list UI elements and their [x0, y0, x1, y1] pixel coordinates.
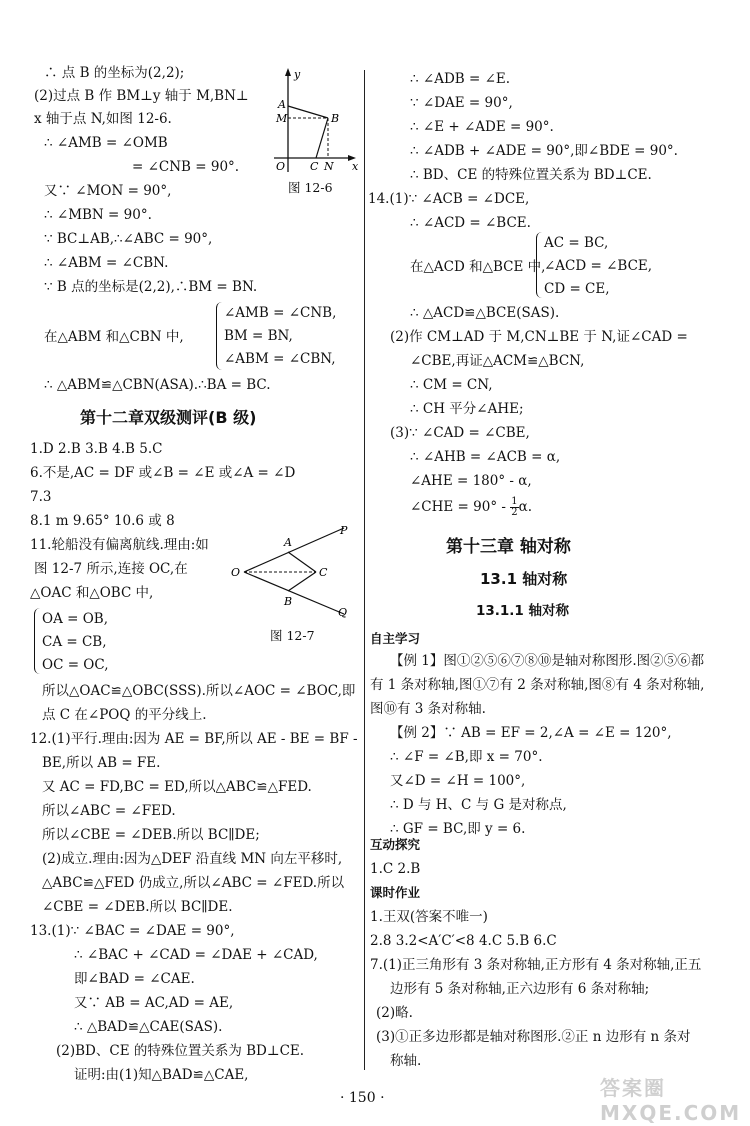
figure-caption: 图 12-6 — [288, 180, 333, 195]
brace — [536, 232, 543, 298]
text-line: ∴ D 与 H、C 与 G 是对称点, — [390, 797, 567, 813]
fraction-denominator: 2 — [511, 507, 518, 518]
system-line: ∠AMB = ∠CNB, — [224, 305, 337, 321]
subsection-title: 13.1.1 轴对称 — [476, 603, 570, 619]
text-line: ∵ B 点的坐标是(2,2),∴BM = BN. — [44, 279, 258, 295]
text-line: (3)①正多边形都是轴对称图形.②正 n 边形有 n 条对 — [376, 1029, 691, 1045]
answer-line: BE,所以 AB = FE. — [42, 755, 161, 771]
text-line: ∠CBE,再证△ACM≌△BCN, — [410, 353, 585, 369]
section-label: 自主学习 — [370, 631, 421, 646]
text-line: 在△ABM 和△CBN 中, — [44, 329, 184, 345]
text-line: ∴ ∠E + ∠ADE = 90°. — [410, 119, 554, 135]
text-line: 称轴. — [390, 1053, 422, 1069]
answer-line: 证明:由(1)知△BAD≌△CAE, — [74, 1067, 249, 1083]
text-line: 1.C 2.B — [370, 861, 421, 877]
text-line: ∴ BD、CE 的特殊位置关系为 BD⊥CE. — [410, 167, 652, 183]
text-line: 2.8 3.2<A′C′<8 4.C 5.B 6.C — [370, 933, 557, 949]
text-line: ∴ ∠ACD = ∠BCE. — [410, 215, 531, 231]
system-line: CD = CE, — [544, 281, 610, 297]
point-label-B: B — [331, 112, 340, 125]
text-line: 7.(1)正三角形有 3 条对称轴,正方形有 4 条对称轴,正五 — [370, 957, 702, 973]
answer-line: 8.1 m 9.65° 10.6 或 8 — [30, 513, 175, 529]
point-label-N: N — [324, 160, 334, 173]
answer-line: 点 C 在∠POQ 的平分线上. — [42, 707, 207, 723]
section-label: 互动探究 — [370, 837, 421, 852]
answer-line: (2)BD、CE 的特殊位置关系为 BD⊥CE. — [56, 1043, 305, 1059]
equation-text: α. — [518, 499, 533, 515]
chapter-title: 第十二章双级测评(B 级) — [80, 408, 257, 427]
text-line: ∴ ∠ADB = ∠E. — [410, 71, 511, 87]
text-line: (2)略. — [376, 1005, 413, 1021]
point-label-Q: Q — [338, 606, 348, 618]
text-line: ∴ ∠ABM = ∠CBN. — [44, 255, 169, 271]
text-line — [410, 496, 532, 518]
system-line: OC = OC, — [42, 657, 109, 673]
answer-line: 13.(1)∵ ∠BAC = ∠DAE = 90°, — [30, 923, 235, 939]
text-line: ∴ CH 平分∠AHE; — [410, 401, 524, 417]
section-label: 课时作业 — [370, 885, 421, 900]
system-line: CA = CB, — [42, 634, 107, 650]
watermark — [600, 1072, 740, 1125]
text-line: 边形有 5 条对称轴,正六边形有 6 条对称轴; — [390, 981, 650, 997]
text-line: 【例 2】∵ AB = EF = 2,∠A = ∠E = 120°, — [390, 725, 672, 741]
answer-line: △OAC 和△OBC 中, — [30, 585, 154, 601]
text-line: 又∵ ∠MON = 90°, — [44, 183, 172, 199]
text-line: ∴ ∠MBN = 90°. — [44, 207, 152, 223]
point-label-P: P — [340, 524, 348, 537]
watermark-text: 答案圈 MXQE.COM — [600, 1076, 742, 1125]
answer-line: ∴ △BAD≌△CAE(SAS). — [74, 1019, 223, 1035]
point-label-O: O — [276, 160, 286, 173]
brace — [34, 608, 41, 674]
text-line: 1.王双(答案不唯一) — [370, 909, 488, 925]
text-line: ∵ ∠DAE = 90°, — [410, 95, 513, 111]
equation-text: ∠CHE = 90° - — [410, 499, 511, 515]
text-line: (2)作 CM⊥AD 于 M,CN⊥BE 于 N,证∠CAD = — [390, 329, 688, 345]
answer-line: 11.轮船没有偏离航线.理由:如 — [30, 537, 209, 553]
text-line: = ∠CNB = 90°. — [132, 159, 240, 175]
fraction — [510, 497, 518, 518]
system-line: AC = BC, — [544, 235, 609, 251]
page-number: · 150 · — [340, 1090, 385, 1106]
system-line: OA = OB, — [42, 611, 108, 627]
text-line: 有 1 条对称轴,图①⑦有 2 条对称轴,图⑧有 4 条对称轴, — [370, 677, 705, 693]
text-line: ∴ ∠AHB = ∠ACB = α, — [410, 449, 561, 465]
answer-line: 即∠BAD = ∠CAE. — [74, 971, 195, 987]
text-line: (2)过点 B 作 BM⊥y 轴于 M,BN⊥ — [34, 88, 249, 104]
system-line: ∠ABM = ∠CBN, — [224, 351, 336, 367]
text-line: 14.(1)∵ ∠ACB = ∠DCE, — [368, 191, 530, 207]
answer-line: 又 AC = FD,BC = ED,所以△ABC≌△FED. — [42, 779, 312, 795]
chapter-title: 第十三章 轴对称 — [446, 537, 571, 557]
figure-12-6 — [264, 66, 360, 178]
text-line: 图⑩有 3 条对称轴. — [370, 701, 486, 717]
text-line: 在△ACD 和△BCE 中, — [410, 259, 546, 275]
axis-label-x: x — [352, 160, 359, 173]
text-line: 【例 1】图①②⑤⑥⑦⑧⑩是轴对称图形.图②⑤⑥都 — [390, 653, 705, 669]
answer-line: 7.3 — [30, 489, 52, 505]
text-line: ∴ ∠AMB = ∠OMB — [44, 135, 168, 151]
answer-line: 所以∠CBE = ∠DEB.所以 BC∥DE; — [42, 827, 260, 843]
point-label-C: C — [310, 160, 319, 173]
answer-line: 6.不是,AC = DF 或∠B = ∠E 或∠A = ∠D — [30, 465, 296, 481]
text-line: 又∠D = ∠H = 100°, — [390, 773, 526, 789]
answer-line: 又∵ AB = AC,AD = AE, — [74, 995, 234, 1011]
point-label-A: A — [284, 536, 292, 549]
answer-line: 所以△OAC≌△OBC(SSS).所以∠AOC = ∠BOC,即 — [42, 683, 356, 699]
column-divider — [364, 70, 365, 1070]
section-title: 13.1 轴对称 — [480, 570, 568, 588]
answer-line: 图 12-7 所示,连接 OC,在 — [34, 561, 188, 577]
point-label-A: A — [278, 98, 286, 111]
answer-line: ∠CBE = ∠DEB.所以 BC∥DE. — [42, 899, 233, 915]
answer-line: 1.D 2.B 3.B 4.B 5.C — [30, 441, 163, 457]
text-line: ∴ △ACD≌△BCE(SAS). — [410, 305, 560, 321]
answer-line: (2)成立.理由:因为△DEF 沿直线 MN 向左平移时, — [42, 851, 343, 867]
text-line: (3)∵ ∠CAD = ∠CBE, — [390, 425, 530, 441]
text-line: ∴ GF = BC,即 y = 6. — [390, 821, 526, 837]
point-label-M: M — [276, 112, 288, 125]
text-line: ∴ △ABM≌△CBN(ASA).∴BA = BC. — [44, 377, 271, 393]
system-line: ∠ACD = ∠BCE, — [544, 258, 653, 274]
text-line: ∴ ∠ADB + ∠ADE = 90°,即∠BDE = 90°. — [410, 143, 678, 159]
text-line: x 轴于点 N,如图 12-6. — [34, 111, 172, 127]
point-label-B: B — [284, 595, 293, 608]
figure-12-7 — [228, 522, 354, 618]
text-line: ∠AHE = 180° - α, — [410, 473, 532, 489]
figure-caption: 图 12-7 — [270, 628, 315, 643]
answer-line: 所以∠ABC = ∠FED. — [42, 803, 176, 819]
text-line: ∴ ∠F = ∠B,即 x = 70°. — [390, 749, 543, 765]
text-line: ∴ 点 B 的坐标为(2,2); — [44, 65, 185, 81]
text-line: ∴ CM = CN, — [410, 377, 493, 393]
answer-line: ∴ ∠BAC + ∠CAD = ∠DAE + ∠CAD, — [74, 947, 318, 963]
answer-line: △ABC≌△FED 仍成立,所以∠ABC = ∠FED.所以 — [42, 875, 345, 891]
point-label-C: C — [319, 566, 328, 579]
answer-line: 12.(1)平行.理由:因为 AE = BF,所以 AE - BE = BF - — [30, 731, 358, 747]
text-line: ∵ BC⊥AB,∴∠ABC = 90°, — [44, 231, 213, 247]
brace — [216, 302, 223, 370]
axis-label-y: y — [294, 68, 301, 81]
fraction-numerator: 1 — [511, 496, 518, 507]
system-line: BM = BN, — [224, 328, 293, 344]
point-label-O: O — [231, 566, 241, 579]
